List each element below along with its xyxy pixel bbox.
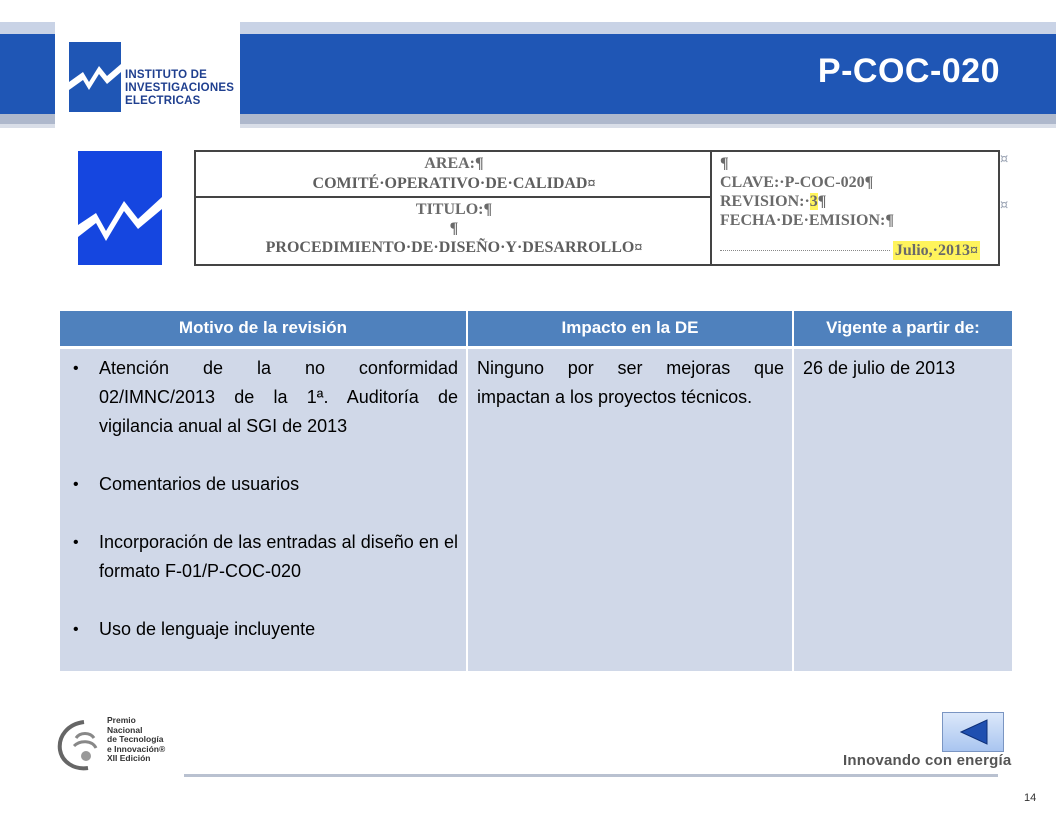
- revision-table: [60, 311, 1012, 671]
- list-item: • Atención de la no conformidad 02/IMNC/2013 de la 1ª. Auditoría de vigilancia anual al SGI de 2013: [69, 354, 458, 441]
- impacto-cell: Ninguno por ser mejoras que impactan a los proyectos técnicos.: [467, 347, 793, 671]
- motivo-cell: [60, 347, 467, 671]
- footer-divider: [184, 774, 998, 777]
- column-header-impacto: Impacto en la DE: [467, 311, 793, 347]
- back-arrow-icon: [960, 719, 988, 745]
- form-header-right: ¶ CLAVE:·P-COC-020¶ REVISION:·3¶ FECHA·DE·EMISION:¶ Julio,·2013¤: [714, 154, 998, 264]
- back-button[interactable]: [942, 712, 1004, 752]
- institute-logo: [55, 22, 240, 132]
- iie-logo-icon: [69, 42, 121, 112]
- award-text: Premio Nacional de Tecnología e Innovación® XII Edición: [107, 715, 166, 764]
- award-logo: [54, 714, 184, 776]
- form-header-left: [196, 152, 712, 264]
- list-item: • Incorporación de las entradas al diseño en el formato F-01/P-COC-020: [69, 528, 458, 586]
- form-header-table: [194, 150, 1000, 266]
- cell-end-mark: ¤: [1000, 198, 1009, 213]
- iie-form-logo-icon: [72, 147, 164, 269]
- column-header-vigente: Vigente a partir de:: [793, 311, 1012, 347]
- cell-end-mark: ¤: [1000, 152, 1009, 167]
- dotted-leader: [720, 250, 890, 251]
- list-item: • Comentarios de usuarios: [69, 470, 458, 499]
- institute-name: INSTITUTO DE INVESTIGACIONES ELECTRICAS: [125, 69, 235, 107]
- slogan: Innovando con energía: [843, 752, 1012, 769]
- list-item: • Uso de lenguaje incluyente: [69, 615, 458, 644]
- form-area-cell: AREA:¶ COMITÉ·OPERATIVO·DE·CALIDAD¤: [196, 152, 712, 198]
- form-revision: REVISION:·3¶: [720, 193, 827, 210]
- column-header-motivo: Motivo de la revisión: [60, 311, 467, 347]
- form-title-cell: TITULO:¶ ¶ PROCEDIMIENTO·DE·DISEÑO·Y·DESARROLLO¤: [265, 201, 643, 256]
- form-date: Julio,·2013¤: [894, 242, 978, 259]
- vigente-cell: 26 de julio de 2013: [793, 347, 1012, 671]
- table-row: [60, 347, 1012, 671]
- table-header-row: [60, 311, 1012, 347]
- page-title: P-COC-020: [817, 52, 1000, 90]
- award-emblem-icon: [54, 718, 106, 774]
- motivo-list: [69, 354, 458, 644]
- page-number: 14: [1024, 792, 1037, 804]
